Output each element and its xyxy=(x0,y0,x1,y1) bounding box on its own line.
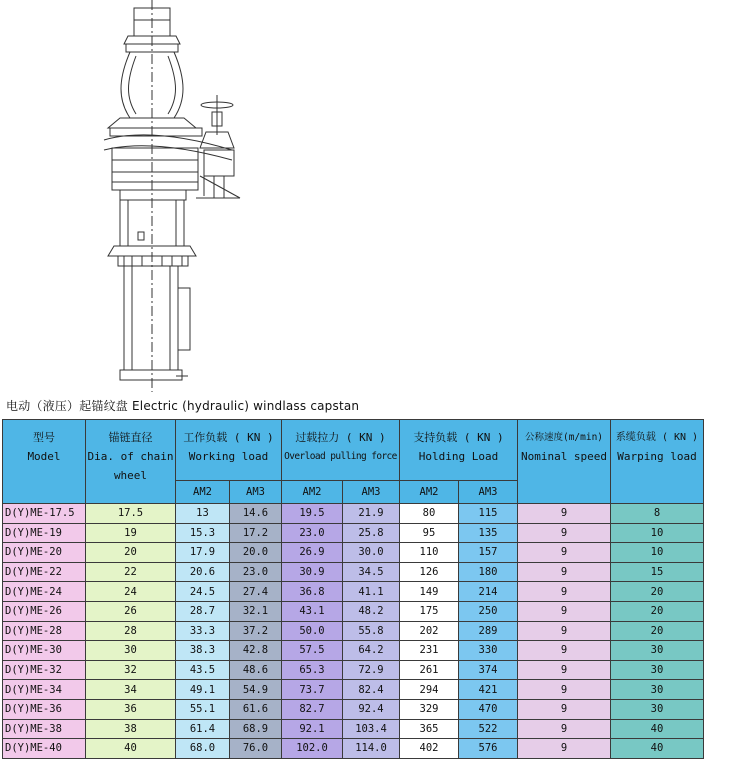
working-am3-cell: 20.0 xyxy=(230,543,282,563)
warping-cell: 20 xyxy=(611,582,704,602)
warping-cell: 8 xyxy=(611,504,704,524)
working-am3-cell: 32.1 xyxy=(230,601,282,621)
working-am2-cell: 15.3 xyxy=(176,523,230,543)
speed-cell: 9 xyxy=(518,523,611,543)
sub-header: AM2 xyxy=(400,481,459,504)
overload-am3-cell: 41.1 xyxy=(343,582,400,602)
holding-header xyxy=(400,420,518,481)
working-am3-cell: 42.8 xyxy=(230,641,282,661)
working-am2-cell: 28.7 xyxy=(176,601,230,621)
table-row xyxy=(3,641,704,661)
working-am2-cell: 17.9 xyxy=(176,543,230,563)
overload-am3-cell: 114.0 xyxy=(343,739,400,759)
holding-am3-cell: 214 xyxy=(459,582,518,602)
dia-cell: 22 xyxy=(86,562,176,582)
warping-header-en: Warping load xyxy=(617,450,697,463)
table-row xyxy=(3,504,704,524)
overload-am3-cell: 82.4 xyxy=(343,680,400,700)
holding-am2-cell: 329 xyxy=(400,699,459,719)
holding-am2-cell: 294 xyxy=(400,680,459,700)
overload-am3-cell: 92.4 xyxy=(343,699,400,719)
working-am3-cell: 76.0 xyxy=(230,739,282,759)
speed-header xyxy=(518,420,611,504)
holding-am2-cell: 95 xyxy=(400,523,459,543)
warping-cell: 30 xyxy=(611,641,704,661)
overload-am2-cell: 57.5 xyxy=(282,641,343,661)
working-am2-cell: 20.6 xyxy=(176,562,230,582)
speed-cell: 9 xyxy=(518,562,611,582)
model-cell: D(Y)ME-40 xyxy=(3,739,86,759)
overload-am2-cell: 102.0 xyxy=(282,739,343,759)
working-am2-cell: 38.3 xyxy=(176,641,230,661)
overload-am3-cell: 72.9 xyxy=(343,660,400,680)
holding-am3-cell: 421 xyxy=(459,680,518,700)
table-row xyxy=(3,660,704,680)
working-header-en: Working load xyxy=(188,450,269,463)
speed-cell: 9 xyxy=(518,641,611,661)
working-header xyxy=(176,420,282,481)
dia-cell: 38 xyxy=(86,719,176,739)
header-row xyxy=(3,420,704,481)
table-body xyxy=(3,504,704,759)
working-am3-cell: 23.0 xyxy=(230,562,282,582)
holding-header-en: Holding Load xyxy=(418,450,499,463)
overload-am2-cell: 19.5 xyxy=(282,504,343,524)
working-am2-cell: 24.5 xyxy=(176,582,230,602)
holding-am3-cell: 157 xyxy=(459,543,518,563)
holding-am3-cell: 330 xyxy=(459,641,518,661)
working-am3-cell: 37.2 xyxy=(230,621,282,641)
warping-cell: 10 xyxy=(611,543,704,563)
overload-am3-cell: 48.2 xyxy=(343,601,400,621)
overload-am2-cell: 36.8 xyxy=(282,582,343,602)
speed-cell: 9 xyxy=(518,582,611,602)
figure-caption: 电动（液压）起锚纹盘 Electric (hydraulic) windlass capstan xyxy=(6,399,360,413)
holding-am3-cell: 522 xyxy=(459,719,518,739)
sub-header: AM3 xyxy=(230,481,282,504)
holding-am2-cell: 365 xyxy=(400,719,459,739)
speed-cell: 9 xyxy=(518,543,611,563)
sub-header: AM3 xyxy=(459,481,518,504)
working-am3-cell: 54.9 xyxy=(230,680,282,700)
dia-cell: 20 xyxy=(86,543,176,563)
working-am2-cell: 43.5 xyxy=(176,660,230,680)
dia-cell: 40 xyxy=(86,739,176,759)
warping-header xyxy=(611,420,704,504)
model-cell: D(Y)ME-20 xyxy=(3,543,86,563)
dia-header xyxy=(86,420,176,504)
model-cell: D(Y)ME-30 xyxy=(3,641,86,661)
working-am2-cell: 55.1 xyxy=(176,699,230,719)
overload-am2-cell: 92.1 xyxy=(282,719,343,739)
overload-am2-cell: 30.9 xyxy=(282,562,343,582)
working-am2-cell: 68.0 xyxy=(176,739,230,759)
warping-cell: 15 xyxy=(611,562,704,582)
model-cell: D(Y)ME-22 xyxy=(3,562,86,582)
overload-am3-cell: 103.4 xyxy=(343,719,400,739)
table-row xyxy=(3,719,704,739)
holding-am3-cell: 470 xyxy=(459,699,518,719)
overload-am3-cell: 55.8 xyxy=(343,621,400,641)
model-cell: D(Y)ME-32 xyxy=(3,660,86,680)
holding-am3-cell: 374 xyxy=(459,660,518,680)
dia-header-en2: wheel xyxy=(113,469,148,482)
model-cell: D(Y)ME-34 xyxy=(3,680,86,700)
table-row xyxy=(3,543,704,563)
dia-cell: 30 xyxy=(86,641,176,661)
overload-am2-cell: 73.7 xyxy=(282,680,343,700)
warping-cell: 30 xyxy=(611,660,704,680)
overload-am2-cell: 43.1 xyxy=(282,601,343,621)
speed-header-cn: 公称速度(m/min) xyxy=(524,432,604,443)
holding-am3-cell: 115 xyxy=(459,504,518,524)
sub-header: AM2 xyxy=(176,481,230,504)
sub-header: AM3 xyxy=(343,481,400,504)
speed-cell: 9 xyxy=(518,699,611,719)
model-cell: D(Y)ME-38 xyxy=(3,719,86,739)
holding-am2-cell: 402 xyxy=(400,739,459,759)
holding-am3-cell: 135 xyxy=(459,523,518,543)
model-cell: D(Y)ME-28 xyxy=(3,621,86,641)
working-am3-cell: 68.9 xyxy=(230,719,282,739)
working-am2-cell: 61.4 xyxy=(176,719,230,739)
model-header xyxy=(3,420,86,504)
table-row xyxy=(3,523,704,543)
speed-cell: 9 xyxy=(518,719,611,739)
holding-am2-cell: 202 xyxy=(400,621,459,641)
dia-cell: 34 xyxy=(86,680,176,700)
working-am2-cell: 13 xyxy=(176,504,230,524)
overload-am2-cell: 23.0 xyxy=(282,523,343,543)
holding-am2-cell: 110 xyxy=(400,543,459,563)
speed-cell: 9 xyxy=(518,621,611,641)
overload-header-cn: 过载拉力 ( KN ) xyxy=(295,431,386,444)
working-am2-cell: 49.1 xyxy=(176,680,230,700)
working-header-cn: 工作负载 ( KN ) xyxy=(183,431,274,444)
dia-cell: 36 xyxy=(86,699,176,719)
working-am2-cell: 33.3 xyxy=(176,621,230,641)
holding-am2-cell: 231 xyxy=(400,641,459,661)
model-cell: D(Y)ME-19 xyxy=(3,523,86,543)
overload-am3-cell: 30.0 xyxy=(343,543,400,563)
warping-cell: 10 xyxy=(611,523,704,543)
warping-cell: 30 xyxy=(611,699,704,719)
model-cell: D(Y)ME-24 xyxy=(3,582,86,602)
warping-cell: 20 xyxy=(611,601,704,621)
holding-am2-cell: 261 xyxy=(400,660,459,680)
holding-am3-cell: 180 xyxy=(459,562,518,582)
table-row xyxy=(3,739,704,759)
table-row xyxy=(3,601,704,621)
spec-table xyxy=(2,419,704,759)
dia-cell: 26 xyxy=(86,601,176,621)
holding-am3-cell: 576 xyxy=(459,739,518,759)
model-cell: D(Y)ME-36 xyxy=(3,699,86,719)
table-row xyxy=(3,582,704,602)
holding-header-cn: 支持负载 ( KN ) xyxy=(413,431,504,444)
dia-header-en1: Dia. of chain xyxy=(87,450,174,463)
holding-am3-cell: 250 xyxy=(459,601,518,621)
dia-header-cn: 锚链直径 xyxy=(108,431,153,444)
working-am3-cell: 14.6 xyxy=(230,504,282,524)
warping-cell: 40 xyxy=(611,739,704,759)
overload-header xyxy=(282,420,400,481)
dia-cell: 24 xyxy=(86,582,176,602)
speed-header-en: Nominal speed xyxy=(520,450,608,463)
holding-am2-cell: 126 xyxy=(400,562,459,582)
dia-cell: 32 xyxy=(86,660,176,680)
holding-am2-cell: 149 xyxy=(400,582,459,602)
overload-header-en: Overload pulling force xyxy=(284,451,397,462)
model-header-cn: 型号 xyxy=(33,431,55,444)
overload-am2-cell: 26.9 xyxy=(282,543,343,563)
dia-cell: 19 xyxy=(86,523,176,543)
sub-header: AM2 xyxy=(282,481,343,504)
speed-cell: 9 xyxy=(518,660,611,680)
warping-cell: 20 xyxy=(611,621,704,641)
warping-header-cn: 系缆负载 ( KN ) xyxy=(615,432,699,443)
speed-cell: 9 xyxy=(518,680,611,700)
holding-am2-cell: 80 xyxy=(400,504,459,524)
speed-cell: 9 xyxy=(518,504,611,524)
model-cell: D(Y)ME-17.5 xyxy=(3,504,86,524)
model-cell: D(Y)ME-26 xyxy=(3,601,86,621)
table-row xyxy=(3,699,704,719)
working-am3-cell: 61.6 xyxy=(230,699,282,719)
working-am3-cell: 27.4 xyxy=(230,582,282,602)
overload-am2-cell: 82.7 xyxy=(282,699,343,719)
overload-am3-cell: 21.9 xyxy=(343,504,400,524)
overload-am2-cell: 65.3 xyxy=(282,660,343,680)
warping-cell: 30 xyxy=(611,680,704,700)
model-header-en: Model xyxy=(27,450,61,463)
warping-cell: 40 xyxy=(611,719,704,739)
speed-cell: 9 xyxy=(518,739,611,759)
overload-am2-cell: 50.0 xyxy=(282,621,343,641)
holding-am3-cell: 289 xyxy=(459,621,518,641)
table-row xyxy=(3,621,704,641)
overload-am3-cell: 34.5 xyxy=(343,562,400,582)
speed-cell: 9 xyxy=(518,601,611,621)
overload-am3-cell: 25.8 xyxy=(343,523,400,543)
working-am3-cell: 17.2 xyxy=(230,523,282,543)
dia-cell: 17.5 xyxy=(86,504,176,524)
overload-am3-cell: 64.2 xyxy=(343,641,400,661)
working-am3-cell: 48.6 xyxy=(230,660,282,680)
table-row xyxy=(3,562,704,582)
table-row xyxy=(3,680,704,700)
dia-cell: 28 xyxy=(86,621,176,641)
holding-am2-cell: 175 xyxy=(400,601,459,621)
